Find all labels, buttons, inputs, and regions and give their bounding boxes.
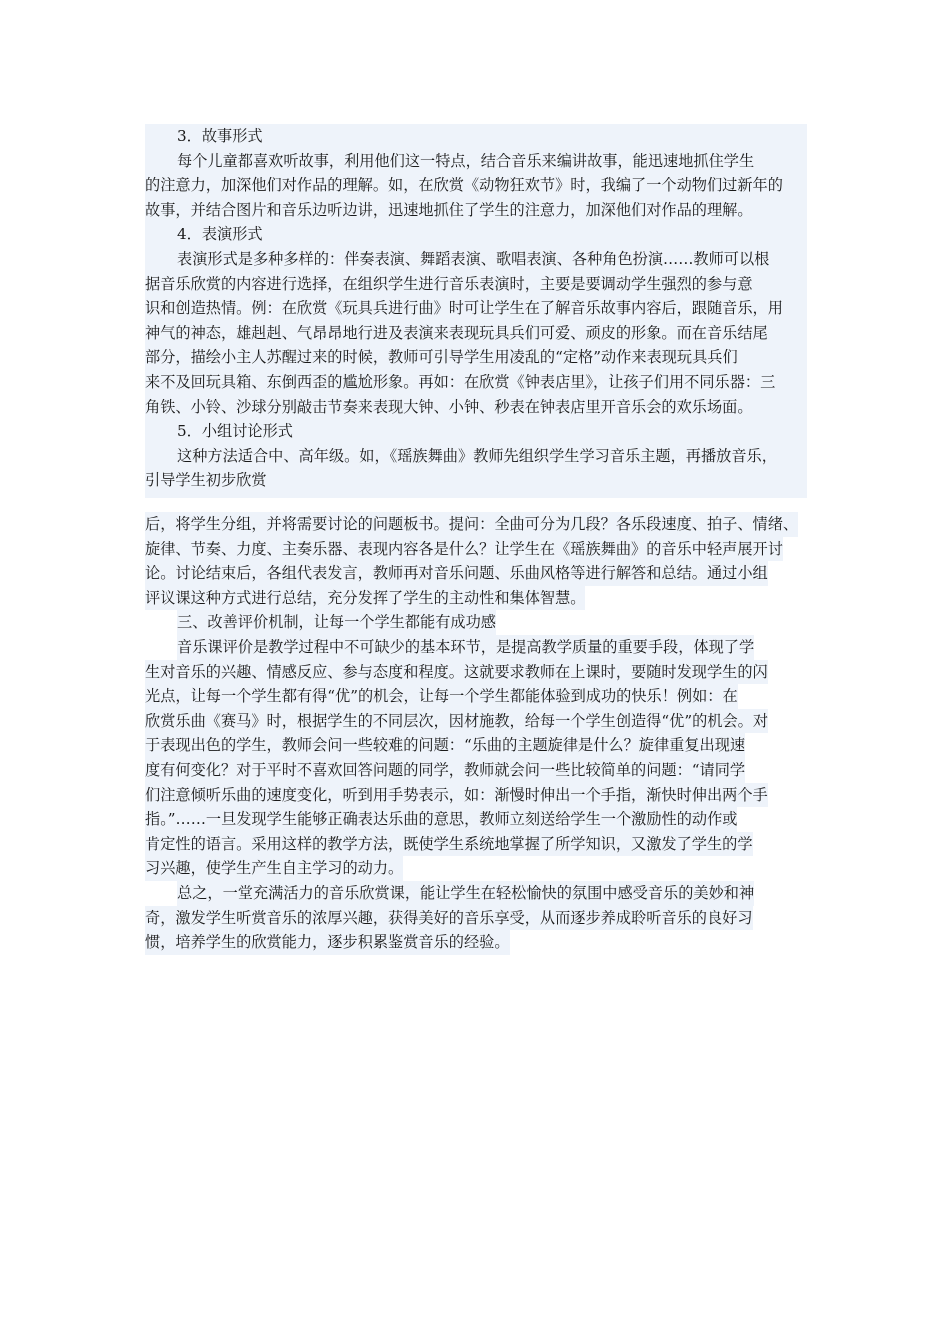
paragraph-line — [145, 758, 835, 783]
paragraph-line: 故事，并结合图片和音乐边听边讲，迅速地抓住了学生的注意力，加深他们对作品的理解。 — [145, 200, 753, 219]
heading-performance-form: 4．表演形式 — [177, 225, 263, 244]
highlighted-text: 奇，激发学生听赏音乐的浓厚兴趣，获得美好的音乐享受，从而逐步养成聆听音乐的良好习 — [145, 906, 753, 931]
paragraph-line: 据音乐欣赏的内容进行选择，在组织学生进行音乐表演时，主要是要调动学生强烈的参与意 — [145, 274, 753, 293]
highlighted-text: 惯，培养学生的欣赏能力，逐步积累鉴赏音乐的经验。 — [145, 930, 510, 955]
paragraph-line — [145, 537, 835, 562]
highlighted-text: 指。”……一旦发现学生能够正确表达乐曲的意思，教师立刻送给学生一个激励性的动作或 — [145, 807, 737, 832]
paragraph-line — [145, 512, 835, 537]
highlighted-text: 习兴趣，使学生产生自主学习的动力。 — [145, 856, 403, 881]
paragraph-line — [145, 635, 835, 660]
highlighted-text: 三、改善评价机制，让每一个学生都能有成功感 — [177, 610, 496, 635]
paragraph-line — [145, 733, 835, 758]
heading-group-discussion-form: 5．小组讨论形式 — [177, 422, 293, 441]
paragraph-line — [145, 881, 835, 906]
paragraph-line — [145, 660, 835, 685]
highlighted-text: 旋律、节奏、力度、主奏乐器、表现内容各是什么？让学生在《瑶族舞曲》的音乐中轻声展开讨 — [145, 537, 783, 562]
paragraph-line — [145, 561, 835, 586]
highlighted-text: 于表现出色的学生，教师会问一些较难的问题：“乐曲的主题旋律是什么？旋律重复出现速 — [145, 733, 745, 758]
body-passage — [145, 512, 835, 955]
highlighted-text: 论。讨论结束后，各组代表发言，教师再对音乐问题、乐曲风格等进行解答和总结。通过小组 — [145, 561, 768, 586]
paragraph-line: 来不及回玩具箱、东倒西歪的尴尬形象。再如：在欣赏《钟表店里》，让孩子们用不同乐器：三 — [145, 372, 776, 391]
paragraph-line: 的注意力，加深他们对作品的理解。如，在欣赏《动物狂欢节》时，我编了一个动物们过新年的 — [145, 176, 783, 195]
paragraph-line — [145, 783, 835, 808]
highlighted-passage — [145, 124, 807, 498]
heading-story-form: 3．故事形式 — [177, 127, 263, 145]
paragraph-line — [145, 709, 835, 734]
highlighted-text: 总之，一堂充满活力的音乐欣赏课，能让学生在轻松愉快的氛围中感受音乐的美妙和神 — [177, 881, 754, 906]
paragraph-line — [145, 586, 835, 611]
highlighted-text: 度有何变化？对于平时不喜欢回答问题的同学，教师就会问一些比较简单的问题：“请同学 — [145, 758, 745, 783]
paragraph-line — [145, 807, 835, 832]
highlighted-text: 音乐课评价是教学过程中不可缺少的基本环节，是提高教学质量的重要手段，体现了学 — [177, 635, 754, 660]
paragraph-line — [145, 684, 835, 709]
paragraph-line: 识和创造热情。例：在欣赏《玩具兵进行曲》时可让学生在了解音乐故事内容后，跟随音乐，用 — [145, 299, 783, 318]
paragraph-line: 这种方法适合中、高年级。如，《瑶族舞曲》教师先组织学生学习音乐主题，再播放音乐， — [177, 446, 777, 465]
paragraph-line — [145, 930, 835, 955]
heading-evaluation — [145, 610, 835, 635]
paragraph-line — [145, 906, 835, 931]
paragraph-line — [145, 832, 835, 857]
paragraph-line: 神气的神态，雄赳赳、气昂昂地行进及表演来表现玩具兵们可爱、顽皮的形象。而在音乐结尾 — [145, 323, 768, 342]
paragraph-line: 表演形式是多种多样的：伴奏表演、舞蹈表演、歌唱表演、各种角色扮演……教师可以根 — [177, 249, 770, 268]
paragraph-line: 每个儿童都喜欢听故事，利用他们这一特点，结合音乐来编讲故事，能迅速地抓住学生 — [177, 151, 755, 170]
highlighted-text: 肯定性的语言。采用这样的教学方法，既使学生系统地掌握了所学知识，又激发了学生的学 — [145, 832, 753, 857]
paragraph-line: 部分，描绘小主人苏醒过来的时候，教师可引导学生用凌乱的“定格”动作来表现玩具兵们 — [145, 348, 738, 367]
highlighted-text: 们注意倾听乐曲的速度变化，听到用手势表示，如：渐慢时伸出一个手指，渐快时伸出两个手 — [145, 783, 768, 808]
highlighted-text: 光点，让每一个学生都有得“优”的机会，让每一个学生都能体验到成功的快乐！例如：在 — [145, 684, 738, 709]
paragraph-line: 引导学生初步欣赏 — [145, 471, 267, 490]
highlighted-text: 生对音乐的兴趣、情感反应、参与态度和程度。这就要求教师在上课时，要随时发现学生的闪 — [145, 660, 768, 685]
paragraph-line: 角铁、小铃、沙球分别敲击节奏来表现大钟、小钟、秒表在钟表店里开音乐会的欢乐场面。 — [145, 397, 753, 416]
highlighted-text: 后，将学生分组，并将需要讨论的问题板书。提问：全曲可分为几段？各乐段速度、拍子、情绪、 — [145, 512, 798, 537]
highlighted-text: 评议课这种方式进行总结，充分发挥了学生的主动性和集体智慧。 — [145, 586, 585, 611]
highlighted-text: 欣赏乐曲《赛马》时，根据学生的不同层次，因材施教，给每一个学生创造得“优”的机会。对 — [145, 709, 768, 734]
paragraph-line — [145, 856, 835, 881]
